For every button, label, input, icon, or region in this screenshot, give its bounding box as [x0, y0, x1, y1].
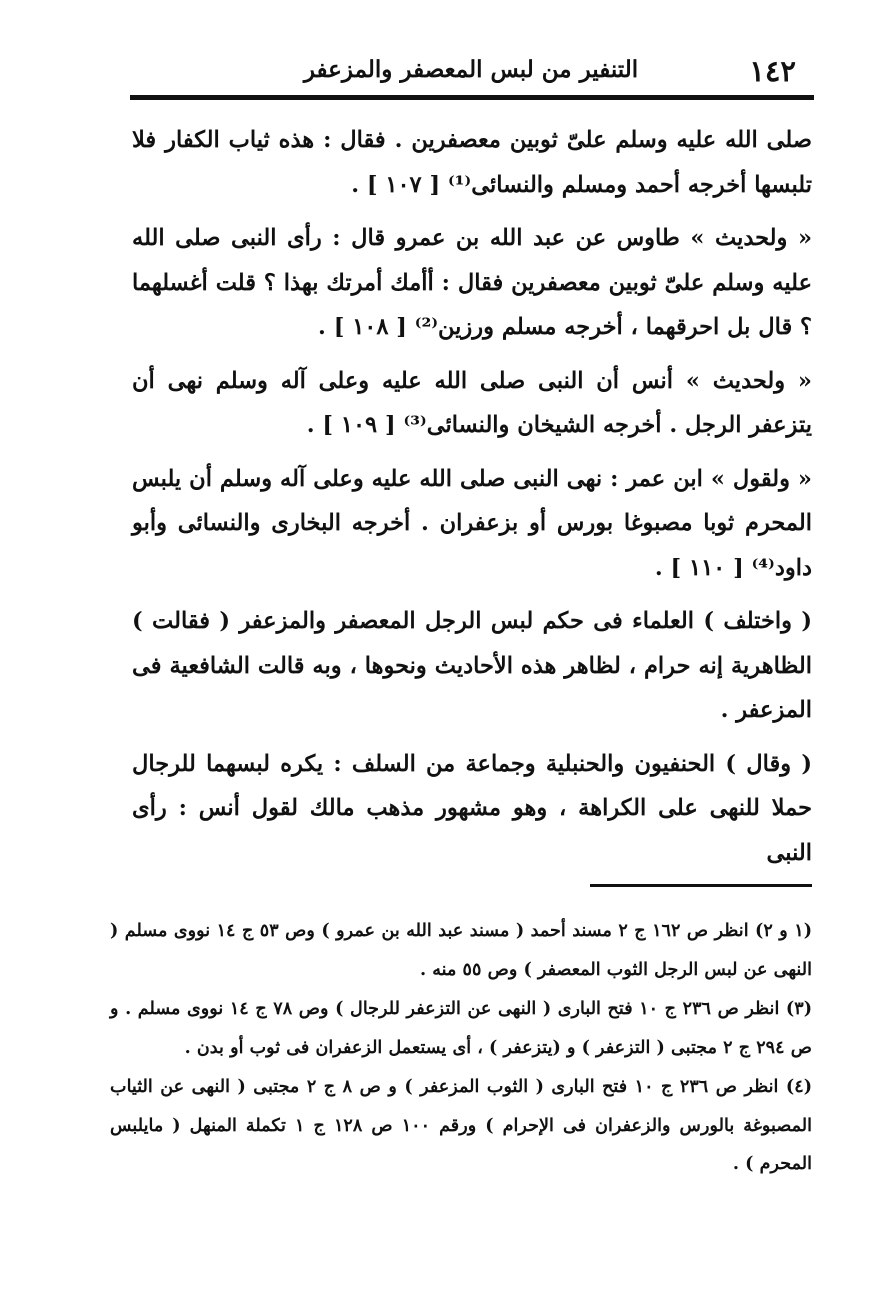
footnote: (١ و ٢) انظر ص ١٦٢ ج ٢ مسند أحمد ( مسند عبد الله بن عمرو ) وص ٥٣ ج ١٤ نووى مسلم ( النهى عن لبس الرجل الثوب المعصفر ) وص ٥٥ منه . [110, 920, 813, 980]
page-header [128, 50, 814, 94]
main-text [132, 118, 812, 884]
paragraph: ( واختلف ) العلماء فى حكم لبس الرجل المعصفر والمزعفر ( فقالت ) الظاهرية إنه حرام ، لظاهر هذه الأحاديث ونحوها ، وبه قالت الشافعية فى المزعفر . [132, 608, 812, 723]
paragraph: صلى الله عليه وسلم علىّ ثوبين معصفرين . فقال : هذه ثياب الكفار فلا تلبسها أخرجه أحمد ومسلم والنسائى⁽¹⁾ [ ١٠٧ ] . [132, 127, 812, 198]
paragraph: « ولحديث » طاوس عن عبد الله بن عمرو قال : رأى النبى صلى الله عليه وسلم علىّ ثوبين معصفرين فقال : أأمك أمرتك بهذا ؟ قلت أغسلهما ؟ قال بل احرقهما ، أخرجه مسلم ورزين⁽²⁾ [ ١٠٨ ] . [132, 225, 812, 340]
paragraph: ( وقال ) الحنفيون والحنبلية وجماعة من السلف : يكره لبسهما للرجال حملا للنهى على الكراهة ، وهو مشهور مذهب مالك لقول أنس : رأى النبى [132, 750, 812, 866]
paragraph: « ولحديث » أنس أن النبى صلى الله عليه وعلى آله وسلم نهى أن يتزعفر الرجل . أخرجه الشيخان والنسائى⁽³⁾ [ ١٠٩ ] . [132, 367, 812, 438]
running-title: التنفير من لبس المعصفر والمزعفر [303, 56, 639, 83]
header-rule [130, 95, 814, 100]
footnote: (٤) انظر ص ٢٣٦ ج ١٠ فتح البارى ( الثوب المزعفر ) و ص ٨ ج ٢ مجتبى ( النهى عن الثياب المصبوغة بالورس والزعفران فى الإحرام ) ورقم ١٠٠ ص ١٢٨ ج ١ تكملة المنهل ( مايلبس المحرم ) . [110, 1076, 813, 1174]
footnotes [110, 912, 812, 1185]
footnote: (٣) انظر ص ٢٣٦ ج ١٠ فتح البارى ( النهى عن التزعفر للرجال ) وص ٧٨ ج ١٤ نووى مسلم . و ص ٢٩٤ ج ٢ مجتبى ( التزعفر ) و (يتزعفر ) ، أى يستعمل الزعفران فى ثوب أو بدن . [110, 998, 813, 1058]
paragraph: « ولقول » ابن عمر : نهى النبى صلى الله عليه وعلى آله وسلم أن يلبس المحرم ثوبا مصبوغا بورس أو بزعفران . أخرجه البخارى والنسائى وأبو داود⁽⁴⁾ [ ١١٠ ] . [132, 465, 812, 581]
page-number: ١٤٢ [749, 54, 796, 88]
footnote-rule [590, 884, 812, 887]
